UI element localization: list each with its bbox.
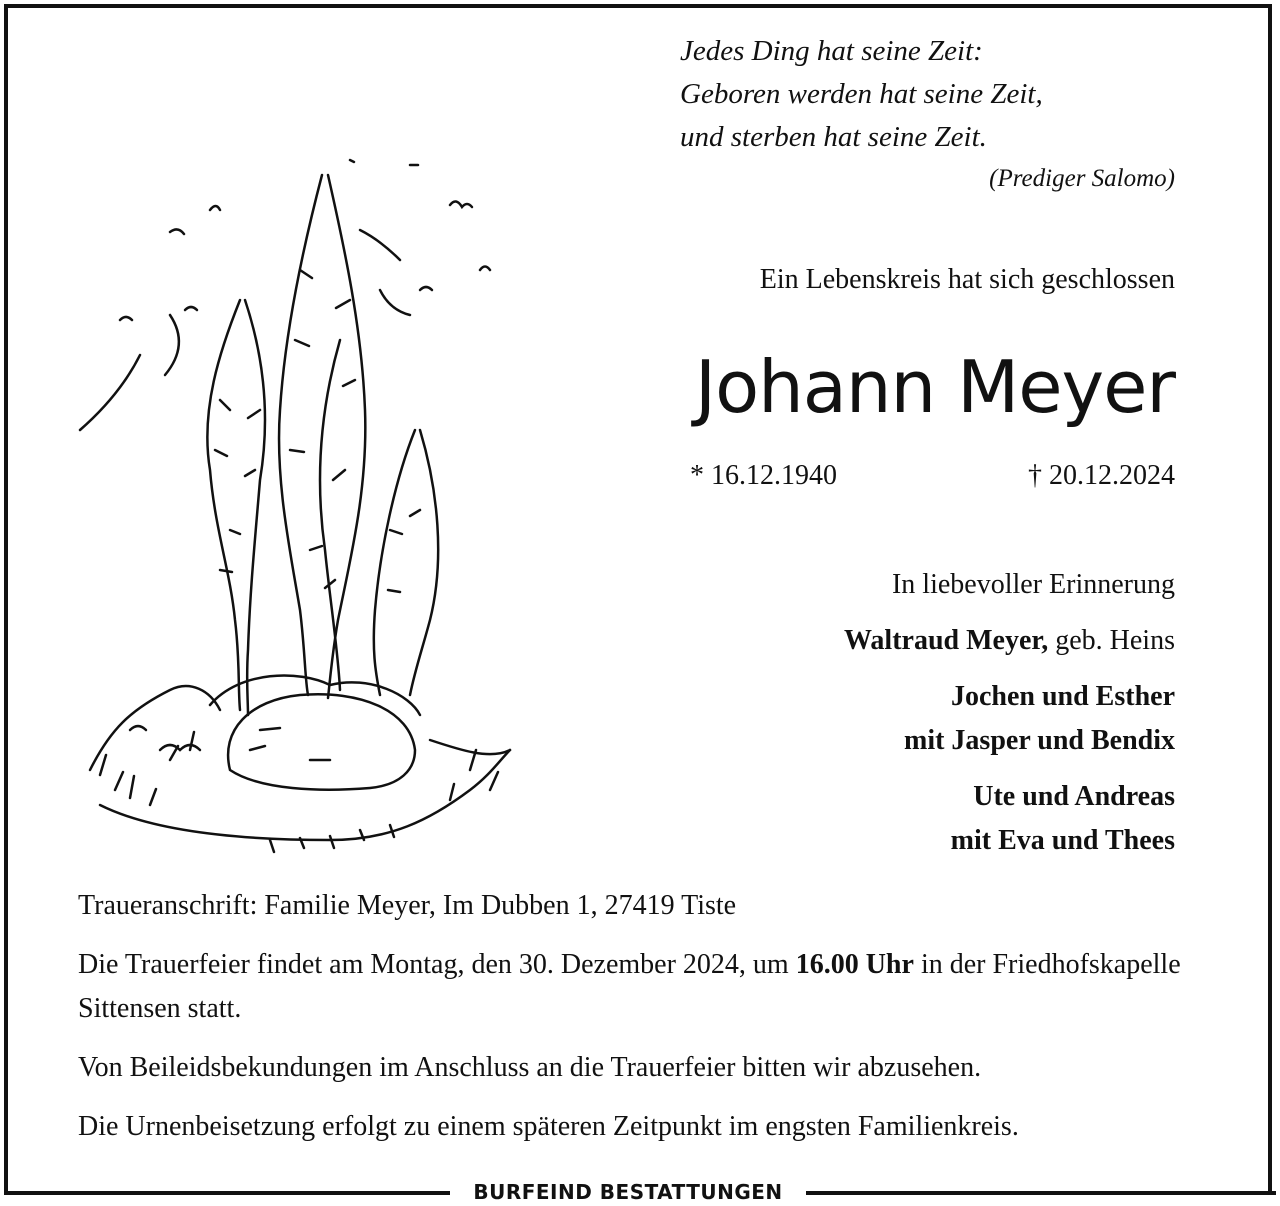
mourners-intro: In liebevoller Erinnerung — [891, 569, 1175, 600]
burial-note: Die Urnenbeisetzung erfolgt zu einem späteren Zeitpunkt im engsten Familienkreis. — [78, 1111, 1019, 1142]
funeral-home-name: BURFEIND BESTATTUNGEN — [473, 1180, 783, 1204]
border-bottom-right — [806, 1191, 1276, 1195]
spouse-name: Waltraud Meyer, — [843, 625, 1049, 656]
family-2-parents: Ute und Andreas — [973, 781, 1175, 812]
ceremony-time: 16.00 Uhr — [795, 949, 914, 980]
condolences-note: Von Beileidsbekundungen im Anschluss an die Trauerfeier bitten wir abzusehen. — [78, 1052, 982, 1083]
notice-details — [78, 884, 1198, 1164]
family-line — [620, 719, 1175, 763]
mourners-list — [620, 563, 1175, 863]
family-2-children: mit Eva und Thees — [950, 825, 1175, 856]
verse-line: Jedes Ding hat seine Zeit: — [680, 35, 983, 67]
subtitle: Ein Lebenskreis hat sich geschlossen — [759, 264, 1175, 295]
ceremony-info — [78, 943, 1198, 1031]
deceased-name: Johann Meyer — [694, 345, 1175, 429]
family-line — [620, 819, 1175, 863]
cypress-trees-drawing-icon — [70, 150, 530, 870]
spouse — [620, 619, 1175, 663]
family-line — [620, 775, 1175, 819]
verse-line: und sterben hat seine Zeit. — [680, 121, 987, 153]
mourning-address: Traueranschrift: Familie Meyer, Im Dubben 1, 27419 Tiste — [78, 890, 737, 921]
family-1-children: mit Jasper und Bendix — [904, 725, 1175, 756]
spouse-birth-name: geb. Heins — [1048, 625, 1175, 656]
border-bottom-left — [4, 1191, 450, 1195]
verse-line: Geboren werden hat seine Zeit, — [680, 78, 1043, 110]
verse-source: (Prediger Salomo) — [989, 165, 1175, 192]
death-date: † 20.12.2024 — [1028, 460, 1175, 491]
ceremony-location: in der Friedhofskapelle Sittensen statt. — [78, 949, 1181, 1024]
family-line — [620, 675, 1175, 719]
ceremony-text: Die Trauerfeier findet am Montag, den 30. Dezember 2024, um — [78, 949, 796, 980]
birth-date: * 16.12.1940 — [690, 460, 837, 491]
family-1-parents: Jochen und Esther — [950, 681, 1175, 712]
bible-verse — [680, 30, 1175, 199]
